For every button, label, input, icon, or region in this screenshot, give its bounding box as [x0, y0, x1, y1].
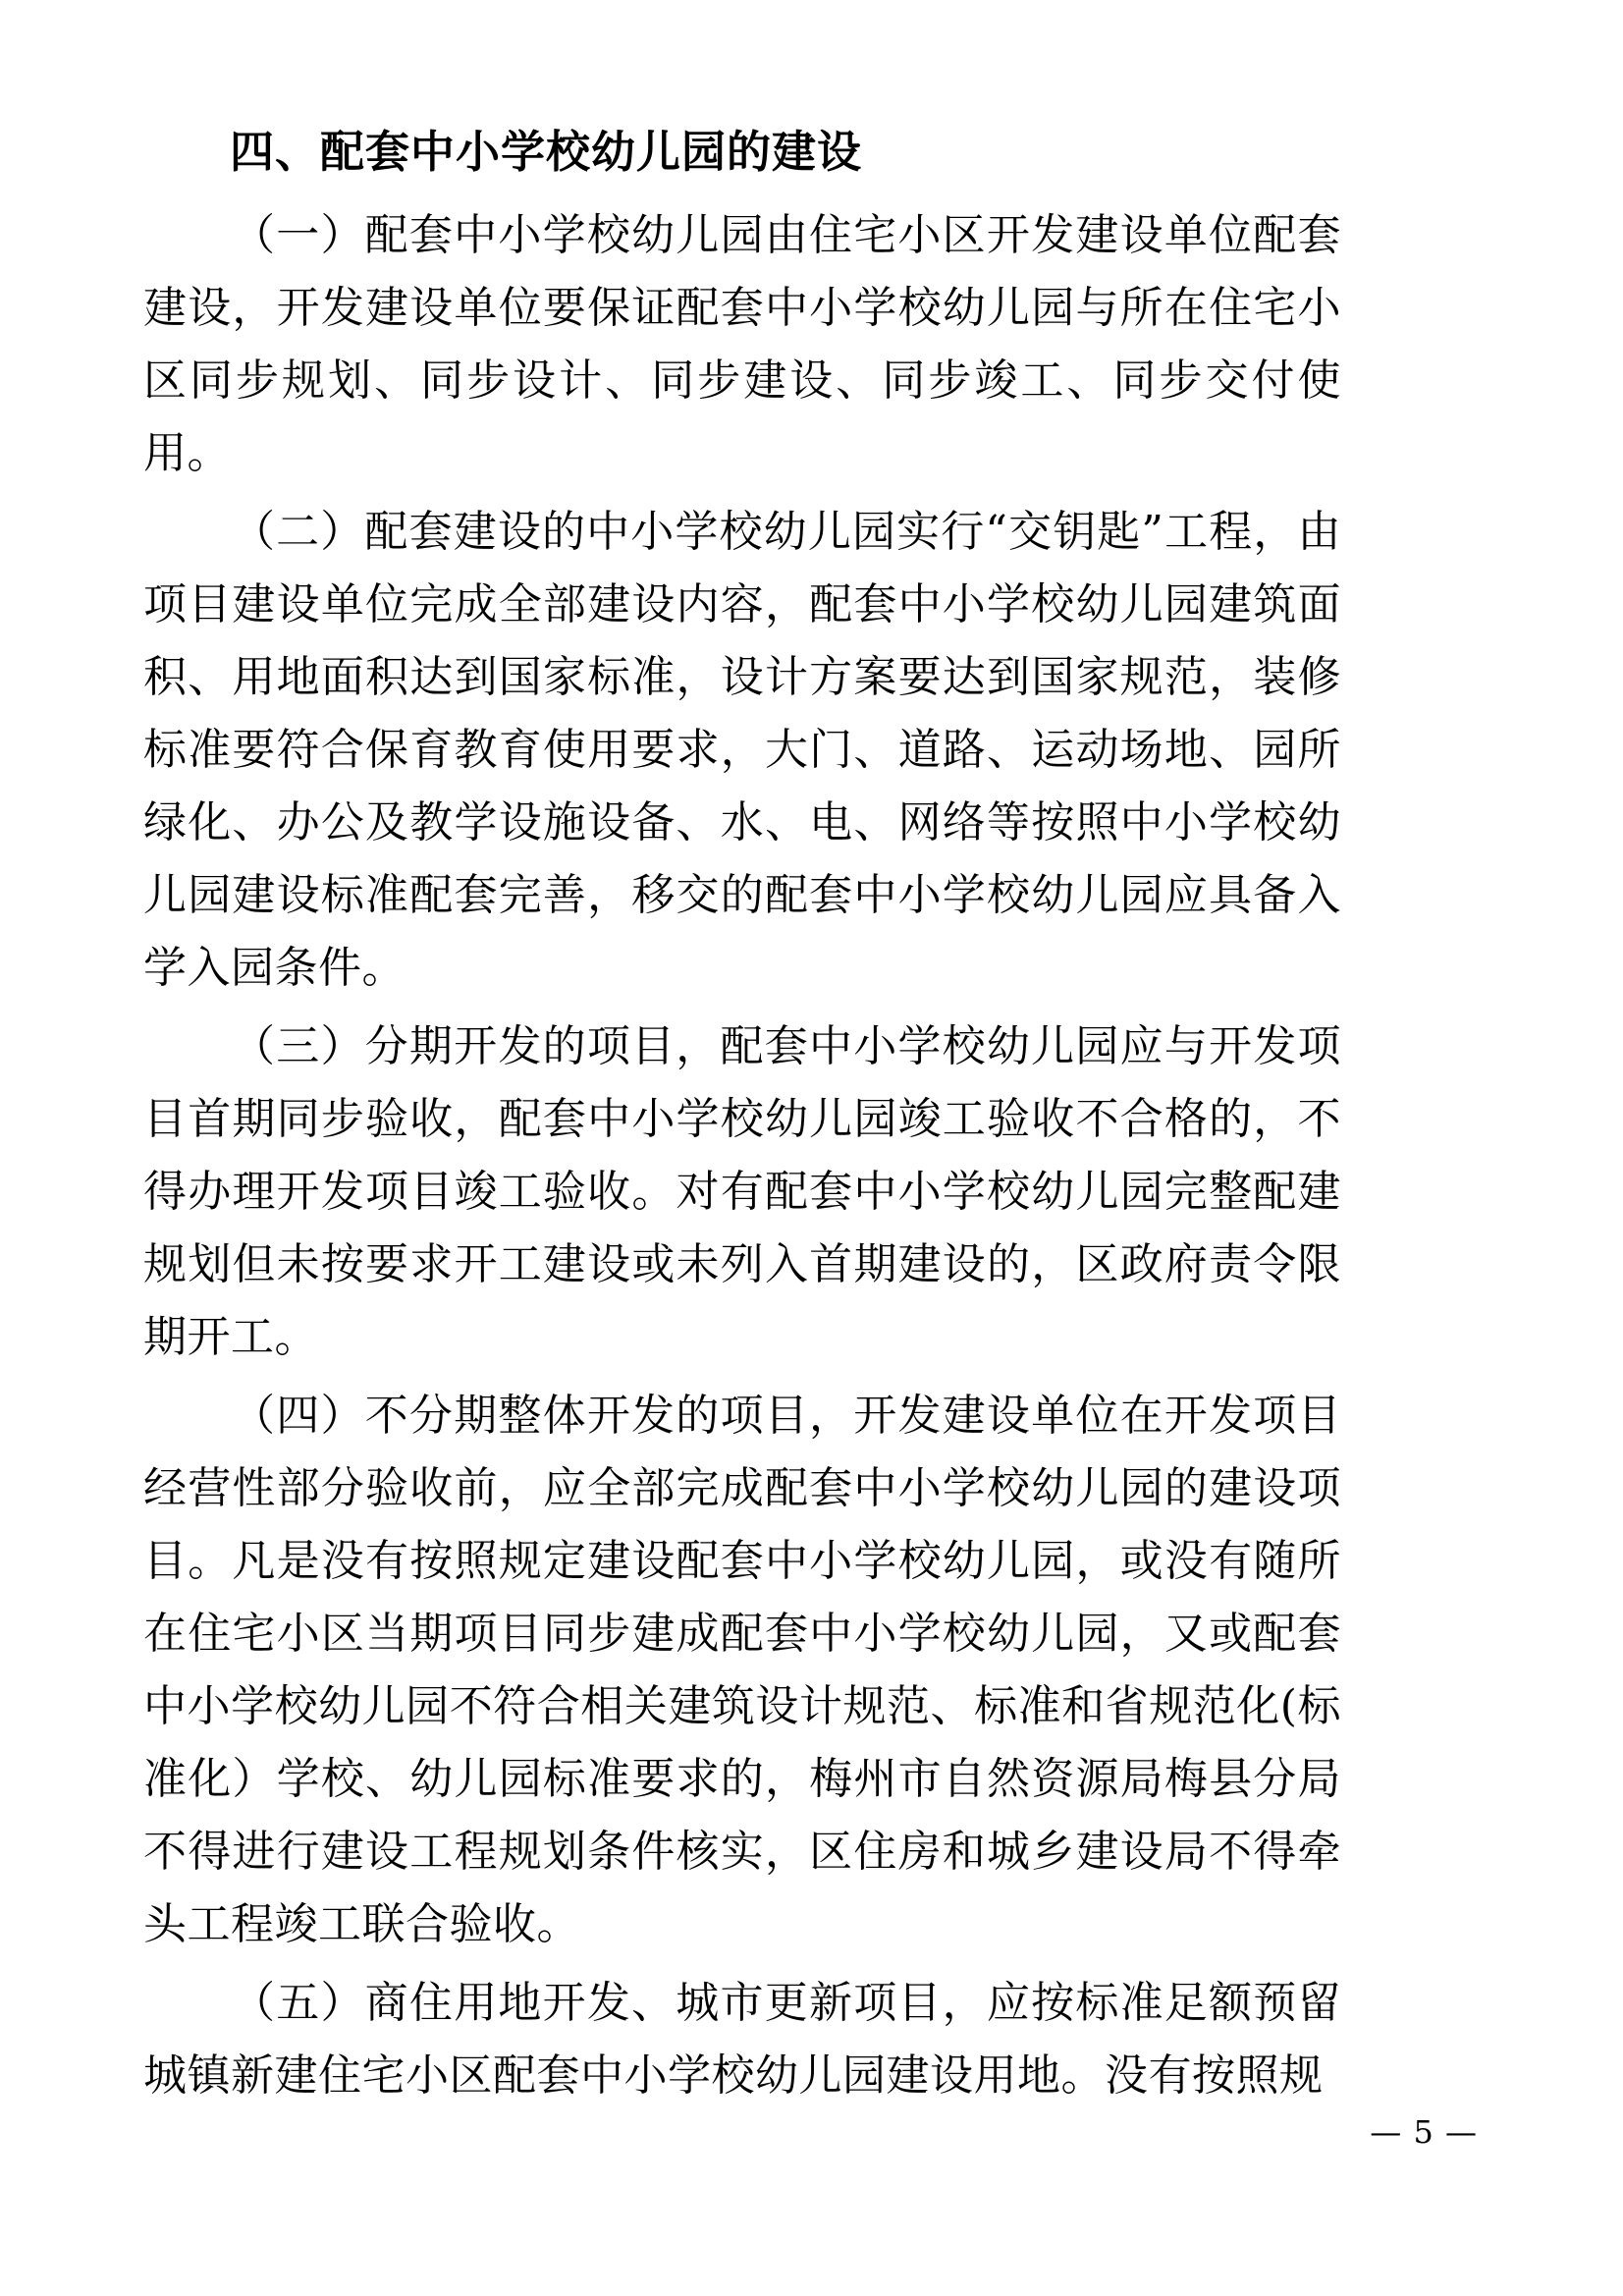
page-title: 四、配套中小学校幼儿园的建设: [230, 126, 863, 178]
page-content: [143, 126, 1341, 2112]
paragraph-2: （二）配套建设的中小学校幼儿园实行“交钥匙”工程，由项目建设单位完成全部建设内容，配套中小学校幼儿园建筑面积、用地面积达到国家标准，设计方案要达到国家规范，装修标准要符合保育教育使用要求，大门、道路、运动场地、园所绿化、办公及教学设施设备、水、电、网络等按照中小学校幼儿园建设标准配套完善，移交的配套中小学校幼儿园应具备入学入园条件。: [143, 507, 1341, 993]
paragraph-5: （五）商住用地开发、城市更新项目，应按标准足额预留城镇新建住宅小区配套中小学校幼儿园建设用地。没有按照规: [143, 1978, 1341, 2101]
page-number: — 5 —: [1370, 2113, 1478, 2151]
paragraph-3: （三）分期开发的项目，配套中小学校幼儿园应与开发项目首期同步验收，配套中小学校幼儿园竣工验收不合格的，不得办理开发项目竣工验收。对有配套中小学校幼儿园完整配建规划但未按要求开工建设或未列入首期建设的，区政府责令限期开工。: [143, 1021, 1341, 1362]
paragraph-1: （一）配套中小学校幼儿园由住宅小区开发建设单位配套建设，开发建设单位要保证配套中小学校幼儿园与所在住宅小区同步规划、同步设计、同步建设、同步竣工、同步交付使用。: [143, 210, 1341, 478]
paragraph-4: （四）不分期整体开发的项目，开发建设单位在开发项目经营性部分验收前，应全部完成配套中小学校幼儿园的建设项目。凡是没有按照规定建设配套中小学校幼儿园，或没有随所在住宅小区当期项目同步建成配套中小学校幼儿园，又或配套中小学校幼儿园不符合相关建筑设计规范、标准和省规范化(标准化）学校、幼儿园标准要求的，梅州市自然资源局梅县分局不得进行建设工程规划条件核实，区住房和城乡建设局不得牵头工程竣工联合验收。: [143, 1391, 1341, 1949]
